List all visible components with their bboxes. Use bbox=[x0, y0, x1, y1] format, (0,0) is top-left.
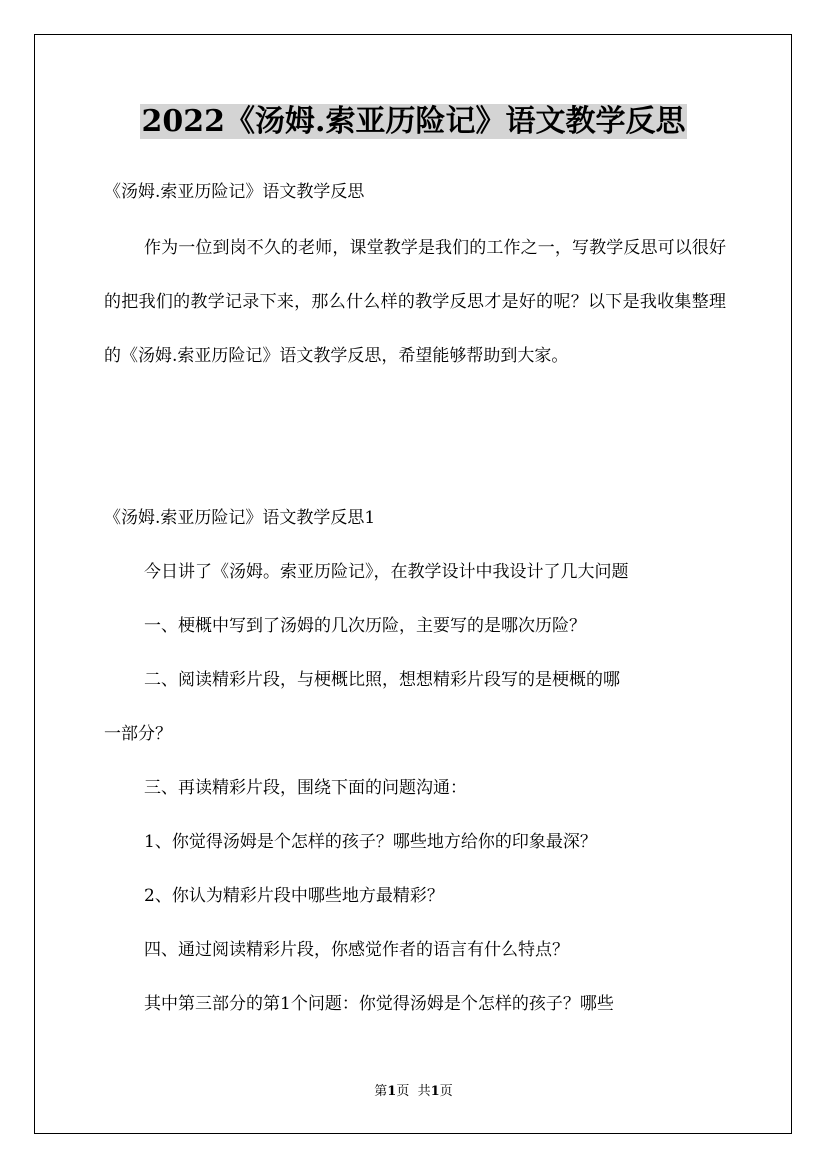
subtitle: 《汤姆.索亚历险记》语文教学反思 bbox=[104, 182, 365, 202]
question-3-sub-2: 2、你认为精彩片段中哪些地方最精彩？ bbox=[144, 886, 444, 906]
question-3-sub-1: 1、你觉得汤姆是个怎样的孩子？哪些地方给你的印象最深？ bbox=[144, 832, 597, 852]
document-title bbox=[0, 102, 827, 142]
total-prefix: 共 bbox=[417, 1084, 431, 1099]
question-2-continued: 一部分？ bbox=[104, 724, 172, 744]
page-number: 1 bbox=[387, 1084, 397, 1099]
title-text: 2022《汤姆.索亚历险记》语文教学反思 bbox=[141, 104, 686, 139]
total-pages: 1 bbox=[430, 1084, 440, 1099]
question-4: 四、通过阅读精彩片段，你感觉作者的语言有什么特点？ bbox=[144, 940, 569, 960]
total-suffix: 页 bbox=[439, 1084, 453, 1099]
body-line-final: 其中第三部分的第1个问题：你觉得汤姆是个怎样的孩子？哪些 bbox=[144, 994, 614, 1014]
page-footer bbox=[0, 1083, 827, 1101]
question-1: 一、梗概中写到了汤姆的几次历险，主要写的是哪次历险？ bbox=[144, 616, 586, 636]
page-suffix: 页 bbox=[396, 1084, 410, 1099]
section-heading: 《汤姆.索亚历险记》语文教学反思1 bbox=[104, 508, 376, 528]
question-2: 二、阅读精彩片段，与梗概比照，想想精彩片段写的是梗概的哪 bbox=[144, 670, 620, 690]
page-prefix: 第 bbox=[374, 1084, 388, 1099]
intro-paragraph: 作为一位到岗不久的老师，课堂教学是我们的工作之一，写教学反思可以很好的把我们的教学记录下来，那么什么样的教学反思才是好的呢？以下是我收集整理的《汤姆.索亚历险记》语文教学反思，希望能够帮助到大家。 bbox=[104, 238, 726, 366]
body-line-1: 今日讲了《汤姆。索亚历险记》，在教学设计中我设计了几大问题 bbox=[144, 562, 629, 582]
question-3: 三、再读精彩片段，围绕下面的问题沟通： bbox=[144, 778, 467, 798]
